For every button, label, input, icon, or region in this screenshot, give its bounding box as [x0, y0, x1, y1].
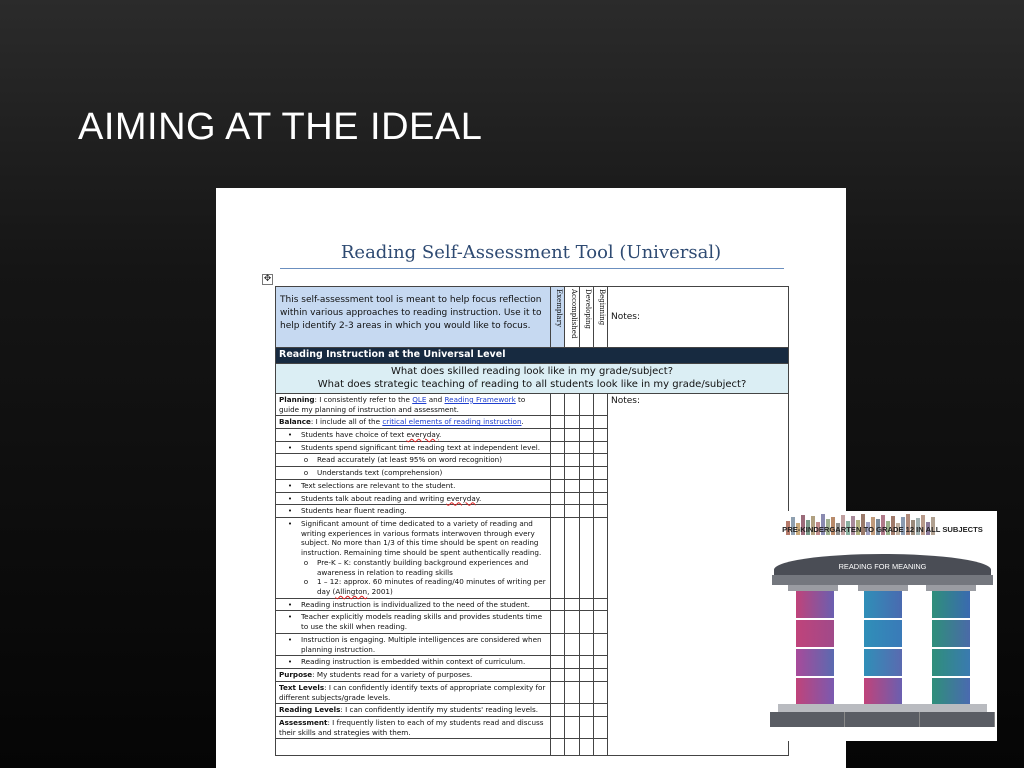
rating-cell[interactable]	[580, 454, 594, 467]
rating-cell[interactable]	[551, 598, 565, 611]
header-developing: Developing	[580, 287, 594, 348]
criterion-planning: Planning: I consistently refer to the QLE and Reading Framework to guide my planning of instruction and assessment.	[276, 393, 551, 415]
rating-cell[interactable]	[565, 669, 580, 682]
table-row	[276, 393, 789, 415]
intro-text: This self-assessment tool is meant to help focus reflection within various approaches to reading instruction. Use it to help identify 2-3 areas in which you would like to focus.	[276, 287, 551, 348]
rating-cell[interactable]	[594, 467, 608, 480]
rating-cell[interactable]	[565, 681, 580, 703]
criterion-read-accurately: o Read accurately (at least 95% on word recognition)	[276, 454, 551, 467]
rating-cell[interactable]	[565, 428, 580, 441]
bullet-icon: •	[287, 612, 293, 622]
sub-bullet-icon: o	[303, 455, 309, 465]
reading-framework-link[interactable]: Reading Framework	[444, 394, 516, 404]
rating-cell[interactable]	[580, 739, 594, 756]
criterion-engaging: • Instruction is engaging. Multiple intelligences are considered when planning instruction.	[276, 633, 551, 655]
rating-cell[interactable]	[551, 492, 565, 505]
critical-elements-link[interactable]: critical elements of reading instruction	[382, 417, 522, 427]
rating-cell[interactable]	[565, 467, 580, 480]
bullet-icon: •	[287, 480, 293, 490]
rating-cell[interactable]	[551, 716, 565, 738]
rating-cell[interactable]	[565, 479, 580, 492]
rating-cell[interactable]	[551, 428, 565, 441]
assessment-table	[275, 286, 789, 756]
criterion-reading-levels: Reading Levels: I can confidently identify my students' reading levels.	[276, 704, 551, 717]
rating-cell[interactable]	[565, 393, 580, 415]
notes-header: Notes:	[608, 287, 789, 348]
document-title: Reading Self-Assessment Tool (Universal)	[340, 242, 722, 263]
bullet-icon: •	[287, 657, 293, 667]
rating-cell[interactable]	[594, 441, 608, 454]
notes-column[interactable]: Notes:	[608, 393, 789, 756]
rating-cell[interactable]	[580, 428, 594, 441]
rating-cell[interactable]	[594, 479, 608, 492]
rating-cell[interactable]	[594, 416, 608, 429]
bullet-icon: •	[287, 634, 293, 644]
rating-cell[interactable]	[565, 416, 580, 429]
rating-cell[interactable]	[565, 656, 580, 669]
rating-cell[interactable]	[565, 716, 580, 738]
criterion-significant-time: • Significant amount of time dedicated to a variety of reading and writing experiences in various formats interwoven through every subject. No more than 1/3 of this time should be spent on reading instruction. Remaining time should be spent authentically reading. o Pre-K – K: constantly building background experiences and awareness in relation to reading skills o 1 – 12: approx. 60 minutes of reading/40 minutes of writing per day (Allington, 2001)	[276, 518, 551, 599]
header-exemplary: Exemplary	[551, 287, 565, 348]
table-move-handle-icon[interactable]: ✥	[263, 274, 272, 284]
rating-cell[interactable]	[565, 611, 580, 633]
rating-cell[interactable]	[580, 716, 594, 738]
rating-cell[interactable]	[580, 656, 594, 669]
criterion-choice: • Students have choice of text everyday.	[276, 428, 551, 441]
criterion-embedded: • Reading instruction is embedded within context of curriculum.	[276, 656, 551, 669]
qle-link[interactable]: QLE	[412, 394, 427, 404]
title-underline	[280, 268, 784, 269]
rating-cell[interactable]	[551, 681, 565, 703]
rating-cell[interactable]	[594, 611, 608, 633]
bullet-icon: •	[287, 506, 293, 516]
rating-cell[interactable]	[551, 739, 565, 756]
rating-cell[interactable]	[551, 479, 565, 492]
rating-cell[interactable]	[580, 441, 594, 454]
rating-cell[interactable]	[551, 416, 565, 429]
sub-bullet-icon: o	[303, 557, 309, 567]
intro-row	[276, 287, 789, 348]
criterion-relevant: • Text selections are relevant to the student.	[276, 479, 551, 492]
rating-cell[interactable]	[565, 441, 580, 454]
reading-for-meaning-diagram	[768, 511, 997, 741]
rating-cell[interactable]	[551, 454, 565, 467]
rating-cell[interactable]	[551, 393, 565, 415]
rating-cell[interactable]	[594, 739, 608, 756]
slide-title: AIMING AT THE IDEAL	[78, 106, 483, 148]
diagram-base-step	[778, 704, 987, 712]
rating-cell[interactable]	[594, 704, 608, 717]
rating-cell[interactable]	[580, 681, 594, 703]
rating-cell[interactable]	[565, 704, 580, 717]
rating-cell[interactable]	[594, 492, 608, 505]
diagram-base	[770, 712, 995, 727]
diagram-banner: PRE-KINDERGARTEN TO GRADE 12 IN ALL SUBJECTS	[782, 525, 983, 534]
rating-cell[interactable]	[565, 454, 580, 467]
rating-cell[interactable]	[551, 505, 565, 518]
rating-cell[interactable]	[580, 492, 594, 505]
rating-cell[interactable]	[551, 656, 565, 669]
rating-cell[interactable]	[551, 669, 565, 682]
question-2: What does strategic teaching of reading to all students look like in my grade/subject?	[317, 379, 747, 391]
rating-cell[interactable]	[580, 704, 594, 717]
rating-cell[interactable]	[565, 518, 580, 599]
bullet-icon: •	[287, 493, 293, 503]
rating-cell[interactable]	[594, 669, 608, 682]
rating-cell[interactable]	[551, 518, 565, 599]
rating-cell[interactable]	[551, 441, 565, 454]
sub-bullet-icon: o	[303, 577, 309, 587]
rating-cell[interactable]	[565, 505, 580, 518]
rating-cell[interactable]	[580, 669, 594, 682]
question-1: What does skilled reading look like in my grade/subject?	[390, 365, 674, 377]
bullet-icon: •	[287, 599, 293, 609]
criterion-text-levels: Text Levels: I can confidently identify texts of appropriate complexity for different subjects/grade levels.	[276, 681, 551, 703]
bullet-icon: •	[287, 429, 293, 439]
header-beginning: Beginning	[594, 287, 608, 348]
rating-cell[interactable]	[580, 393, 594, 415]
criterion-understands: o Understands text (comprehension)	[276, 467, 551, 480]
sub-bullet-icon: o	[303, 468, 309, 478]
rating-cell[interactable]	[594, 716, 608, 738]
criterion-talk: • Students talk about reading and writing everyday.	[276, 492, 551, 505]
rating-cell[interactable]	[565, 492, 580, 505]
pillar-right	[932, 591, 970, 704]
guiding-questions-row	[276, 363, 789, 393]
section-title: Reading Instruction at the Universal Level	[276, 348, 789, 364]
rating-cell[interactable]	[580, 611, 594, 633]
rating-cell[interactable]	[580, 467, 594, 480]
pillar-left	[796, 591, 834, 704]
criterion-purpose: Purpose: My students read for a variety of purposes.	[276, 669, 551, 682]
rating-cell[interactable]	[594, 518, 608, 599]
rating-cell[interactable]	[580, 505, 594, 518]
criterion-individualized: • Reading instruction is individualized to the need of the student.	[276, 598, 551, 611]
rating-cell[interactable]	[551, 467, 565, 480]
rating-cell[interactable]	[580, 518, 594, 599]
document-screenshot	[216, 188, 846, 768]
rating-cell[interactable]	[594, 681, 608, 703]
rating-cell[interactable]	[594, 656, 608, 669]
rating-cell[interactable]	[551, 633, 565, 655]
rating-cell[interactable]	[594, 633, 608, 655]
rating-cell[interactable]	[580, 479, 594, 492]
diagram-lintel	[772, 575, 993, 585]
criterion-teacher-models: • Teacher explicitly models reading skills and provides students time to use the skill when reading.	[276, 611, 551, 633]
diagram-arch: READING FOR MEANING	[774, 554, 991, 576]
rating-cell[interactable]	[580, 598, 594, 611]
rating-cell[interactable]	[594, 598, 608, 611]
criterion-balance: Balance: I include all of the critical elements of reading instruction.	[276, 416, 551, 429]
rating-cell[interactable]	[594, 393, 608, 415]
rating-cell[interactable]	[551, 611, 565, 633]
rating-cell[interactable]	[565, 739, 580, 756]
pillar-middle	[864, 591, 902, 704]
bullet-icon: •	[287, 442, 293, 452]
criterion-assessment: Assessment: I frequently listen to each of my students read and discuss their skills and strategies with them.	[276, 716, 551, 738]
rating-cell[interactable]	[565, 633, 580, 655]
rating-cell[interactable]	[594, 428, 608, 441]
rating-cell[interactable]	[565, 598, 580, 611]
criterion-independent: • Students spend significant time reading text at independent level.	[276, 441, 551, 454]
rating-cell[interactable]	[580, 633, 594, 655]
rating-cell[interactable]	[594, 505, 608, 518]
criterion-empty	[276, 739, 551, 756]
bullet-icon: •	[287, 519, 293, 528]
guiding-questions	[276, 363, 789, 393]
header-accomplished: Accomplished	[565, 287, 580, 348]
rating-cell[interactable]	[594, 454, 608, 467]
section-header-row	[276, 348, 789, 364]
rating-cell[interactable]	[580, 416, 594, 429]
criterion-fluent: • Students hear fluent reading.	[276, 505, 551, 518]
rating-cell[interactable]	[551, 704, 565, 717]
